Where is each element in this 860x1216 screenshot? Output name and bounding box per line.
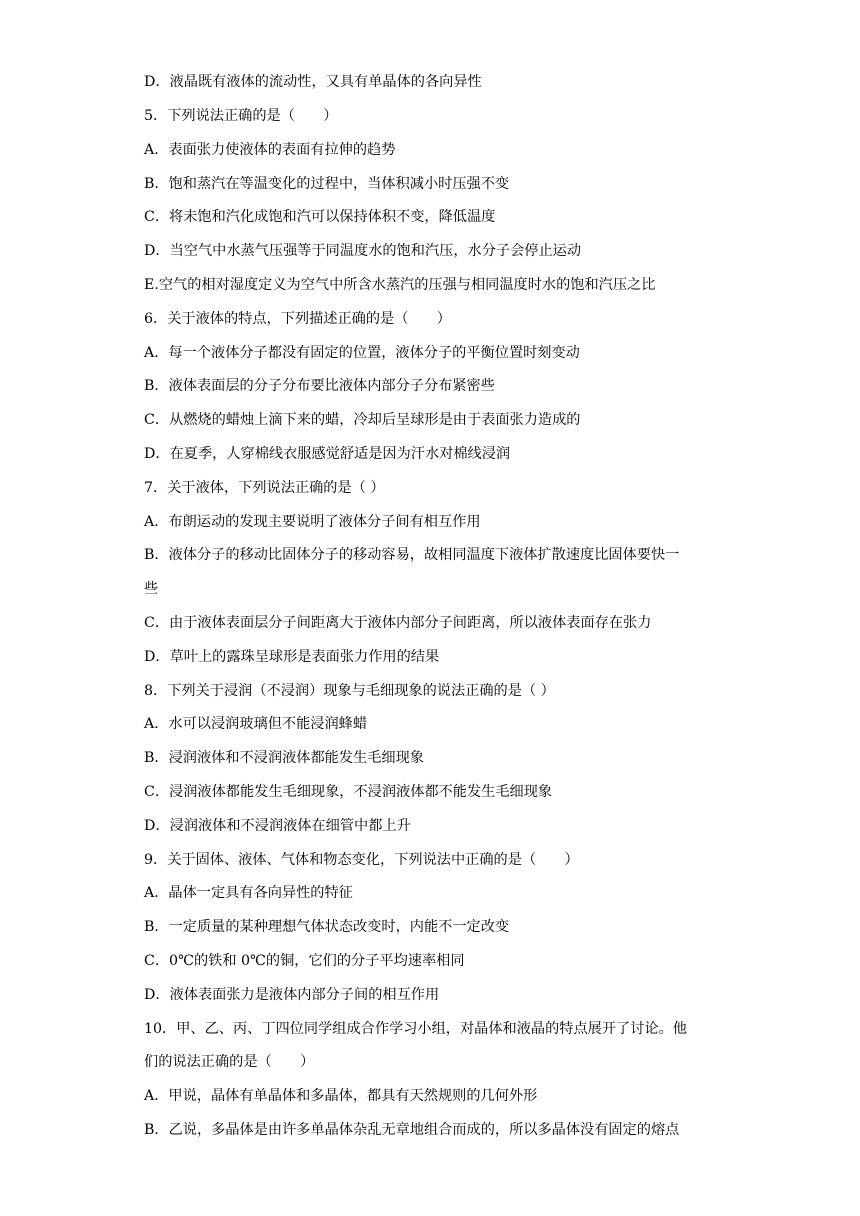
option-9a: A．晶体一定具有各向异性的特征 <box>144 885 353 901</box>
option-6c: C．从燃烧的蜡烛上滴下来的蜡，冷却后呈球形是由于表面张力造成的 <box>144 412 581 428</box>
option-6d: D．在夏季，人穿棉线衣服感觉舒适是因为汗水对棉线浸润 <box>144 446 511 462</box>
question-10: 10．甲、乙、丙、丁四位同学组成合作学习小组，对晶体和液晶的特点展开了讨论。他 <box>144 1021 687 1037</box>
option-5d: D．当空气中水蒸气压强等于同温度水的饱和汽压，水分子会停止运动 <box>144 243 582 259</box>
option-8b: B．浸润液体和不浸润液体都能发生毛细现象 <box>144 750 424 766</box>
option-7b: B．液体分子的移动比固体分子的移动容易，故相同温度下液体扩散速度比固体要快一 <box>144 547 680 563</box>
option-7d: D．草叶上的露珠呈球形是表面张力作用的结果 <box>144 649 440 665</box>
question-10-continued: 们的说法正确的是（ ） <box>144 1054 315 1070</box>
option-9b: B．一定质量的某种理想气体状态改变时，内能不一定改变 <box>144 919 510 935</box>
option-5a: A．表面张力使液体的表面有拉伸的趋势 <box>144 142 396 158</box>
question-8: 8．下列关于浸润（不浸润）现象与毛细现象的说法正确的是（ ） <box>144 683 555 699</box>
option-5e: E.空气的相对湿度定义为空气中所含水蒸汽的压强与相同温度时水的饱和汽压之比 <box>144 277 656 293</box>
question-5: 5．下列说法正确的是（ ） <box>144 108 338 124</box>
option-6a: A．每一个液体分子都没有固定的位置，液体分子的平衡位置时刻变动 <box>144 345 580 361</box>
question-7: 7．关于液体，下列说法正确的是（ ） <box>144 480 385 496</box>
option-8a: A．水可以浸润玻璃但不能浸润蜂蜡 <box>144 716 368 732</box>
option-7a: A．布朗运动的发现主要说明了液体分子间有相互作用 <box>144 514 481 530</box>
option-10a: A．甲说，晶体有单晶体和多晶体，都具有天然规则的几何外形 <box>144 1088 538 1104</box>
option-5c: C．将未饱和汽化成饱和汽可以保持体积不变，降低温度 <box>144 209 496 225</box>
option-6b: B．液体表面层的分子分布要比液体内部分子分布紧密些 <box>144 378 495 394</box>
option-8d: D．浸润液体和不浸润液体在细管中都上升 <box>144 818 411 834</box>
option-9d: D．液体表面张力是液体内部分子间的相互作用 <box>144 987 440 1003</box>
option-9c: C．0℃的铁和 0℃的铜，它们的分子平均速率相同 <box>144 953 465 969</box>
question-6: 6．关于液体的特点，下列描述正确的是（ ） <box>144 311 451 327</box>
option-5b: B．饱和蒸汽在等温变化的过程中，当体积减小时压强不变 <box>144 176 510 192</box>
option-7c: C．由于液体表面层分子间距离大于液体内部分子间距离，所以液体表面存在张力 <box>144 615 652 631</box>
option-4d: D．液晶既有液体的流动性，又具有单晶体的各向异性 <box>144 74 482 90</box>
option-10b: B．乙说，多晶体是由许多单晶体杂乱无章地组合而成的，所以多晶体没有固定的熔点 <box>144 1122 680 1138</box>
question-9: 9．关于固体、液体、气体和物态变化，下列说法中正确的是（ ） <box>144 852 579 868</box>
option-8c: C．浸润液体都能发生毛细现象，不浸润液体都不能发生毛细现象 <box>144 784 553 800</box>
option-7b-continued: 些 <box>144 581 159 597</box>
